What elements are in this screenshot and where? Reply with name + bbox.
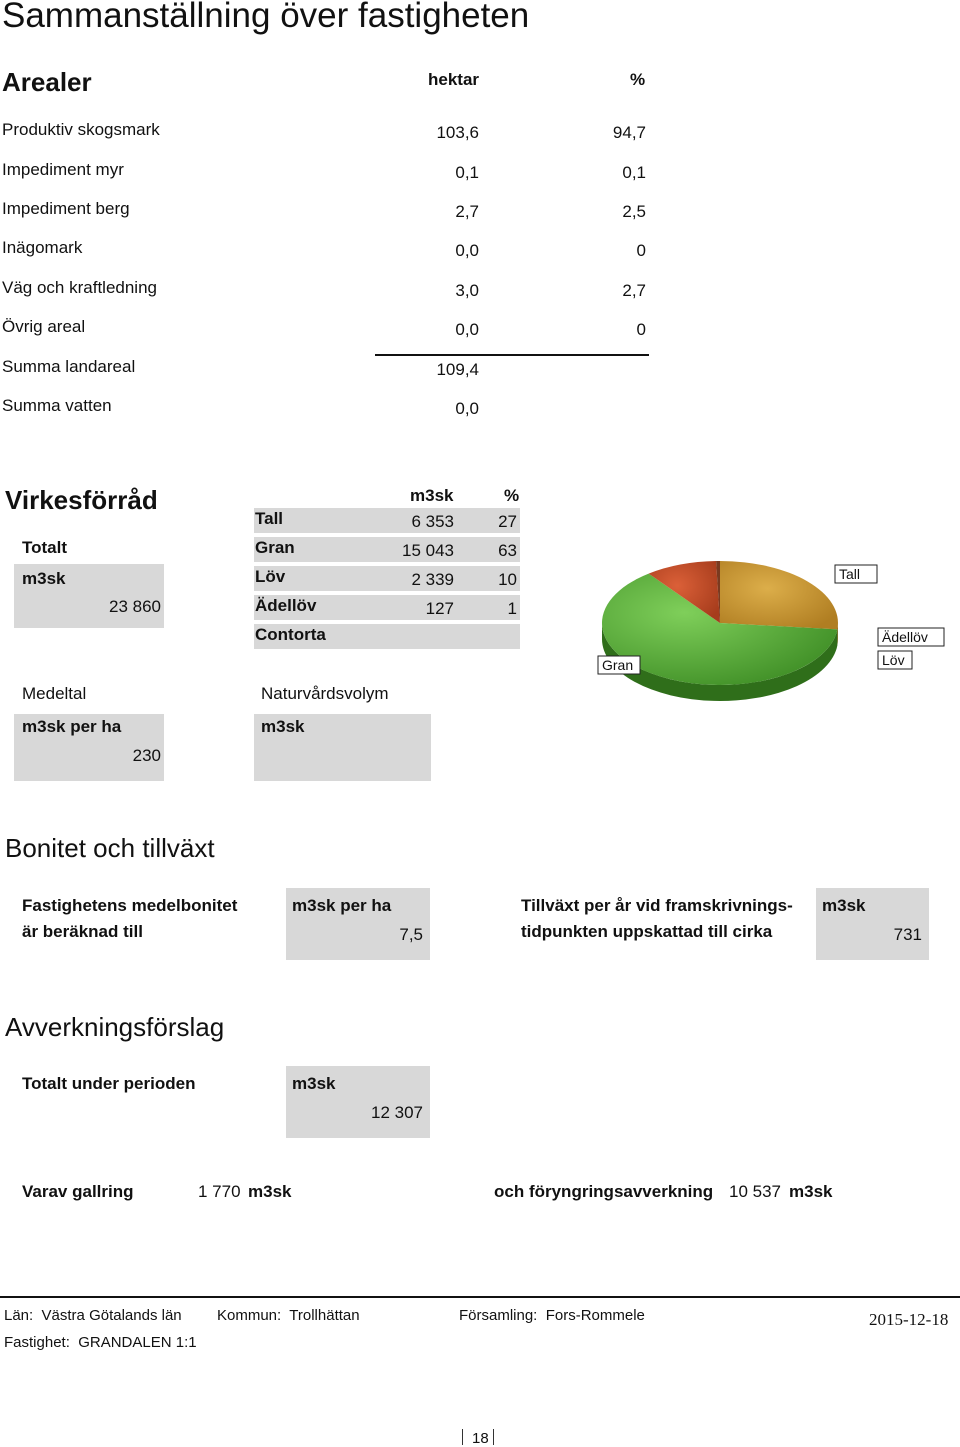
- footer-lan-label: Län:: [4, 1307, 34, 1324]
- svg-text:Gran: Gran: [602, 657, 634, 673]
- tillvaxt-unit: m3sk: [822, 896, 866, 915]
- foryngring-label: och föryngringsavverkning: [494, 1182, 714, 1201]
- medeltal-value: 230: [132, 746, 161, 765]
- arealer-row-label: Impediment myr: [2, 160, 124, 179]
- species-name: Gran: [255, 538, 295, 557]
- arealer-row-label: Väg och kraftledning: [2, 278, 157, 297]
- bonitet-heading: Bonitet och tillväxt: [5, 833, 215, 863]
- footer-kommun: [217, 1307, 360, 1324]
- medeltal-unit: m3sk per ha: [22, 717, 122, 736]
- species-m3sk: 127: [425, 599, 454, 618]
- avverkning-totalt-value: 12 307: [371, 1103, 423, 1122]
- medelbonitet-value: 7,5: [399, 925, 423, 944]
- species-pct: 1: [507, 599, 517, 618]
- page-number: 18: [472, 1430, 489, 1447]
- totalt-unit: m3sk: [22, 569, 66, 588]
- pie-slice-tall: [720, 561, 838, 629]
- naturvard-label: Naturvårdsvolym: [261, 684, 389, 703]
- page-title: Sammanställning över fastigheten: [2, 0, 530, 35]
- medeltal-label: Medeltal: [22, 684, 87, 703]
- arealer-row-hektar: 0,1: [455, 163, 479, 182]
- svg-text:Löv: Löv: [882, 652, 905, 668]
- gallring-value: 1 770: [198, 1182, 241, 1201]
- summa-vatten-label: Summa vatten: [2, 396, 112, 415]
- species-name: Tall: [255, 509, 284, 528]
- medelbonitet-unit: m3sk per ha: [292, 896, 392, 915]
- tillvaxt-line2: tidpunkten uppskattad till cirka: [521, 922, 773, 941]
- arealer-row-label: Övrig areal: [2, 317, 86, 336]
- avverkning-totalt-unit: m3sk: [292, 1074, 336, 1093]
- species-pct: 27: [498, 512, 517, 531]
- summa-vatten-value: 0,0: [455, 399, 479, 418]
- arealer-row-hektar: 103,6: [436, 123, 479, 142]
- page-number-left-bar: [462, 1429, 463, 1445]
- arealer-row-label: Inägomark: [2, 238, 83, 257]
- virkesforrad-heading: Virkesförråd: [5, 485, 158, 515]
- medelbonitet-line2: är beräknad till: [22, 922, 143, 941]
- species-m3sk: 15 043: [402, 541, 454, 560]
- summa-landareal-value: 109,4: [436, 360, 479, 379]
- species-pie-chart: [590, 555, 960, 725]
- arealer-row-hektar: 3,0: [455, 281, 479, 300]
- footer-date: 2015-12-18: [869, 1310, 949, 1329]
- foryngring-value: 10 537: [729, 1182, 781, 1201]
- footer-forsamling-label: Församling:: [459, 1307, 538, 1324]
- footer-kommun-label: Kommun:: [217, 1307, 282, 1324]
- species-col-m3sk: m3sk: [410, 486, 454, 505]
- gallring-label: Varav gallring: [22, 1182, 134, 1201]
- tillvaxt-line1: Tillväxt per år vid framskrivnings-: [521, 896, 793, 915]
- arealer-row-pct: 0: [636, 320, 646, 339]
- species-name: Löv: [255, 567, 286, 586]
- gallring-unit: m3sk: [248, 1182, 292, 1201]
- avverkning-totalt-label: Totalt under perioden: [22, 1074, 196, 1093]
- arealer-row-label: Produktiv skogsmark: [2, 120, 160, 139]
- foryngring-unit: m3sk: [789, 1182, 833, 1201]
- species-name: Contorta: [255, 625, 326, 644]
- footer-forsamling-value: Fors-Rommele: [545, 1307, 645, 1324]
- page-number-right-bar: [493, 1429, 494, 1445]
- species-col-pct: %: [504, 486, 520, 505]
- summa-landareal-label: Summa landareal: [2, 357, 136, 376]
- arealer-col-hektar: hektar: [428, 70, 480, 89]
- species-pct: 10: [498, 570, 517, 589]
- naturvard-unit: m3sk: [261, 717, 305, 736]
- totalt-value: 23 860: [109, 597, 161, 616]
- arealer-row-hektar: 2,7: [455, 202, 479, 221]
- arealer-row-pct: 0,1: [622, 163, 646, 182]
- arealer-row-pct: 94,7: [612, 123, 646, 142]
- pie-label-ädellöv: [878, 628, 944, 646]
- footer-fastighet-label: Fastighet:: [4, 1334, 70, 1351]
- tillvaxt-value: 731: [893, 925, 922, 944]
- totalt-label: Totalt: [22, 538, 68, 557]
- medelbonitet-line1: Fastighetens medelbonitet: [22, 896, 238, 915]
- avverkning-heading: Avverkningsförslag: [5, 1012, 225, 1042]
- arealer-heading: Arealer: [2, 67, 92, 97]
- arealer-row-hektar: 0,0: [455, 320, 479, 339]
- species-m3sk: 2 339: [411, 570, 454, 589]
- arealer-row-label: Impediment berg: [2, 199, 130, 218]
- footer-divider: [0, 1296, 960, 1298]
- footer-forsamling: [459, 1307, 645, 1324]
- sum-divider: [375, 354, 649, 356]
- species-m3sk: 6 353: [411, 512, 454, 531]
- footer-fastighet: [4, 1334, 197, 1351]
- svg-text:Tall: Tall: [839, 566, 861, 582]
- species-pct: 63: [498, 541, 517, 560]
- footer-lan-value: Västra Götalands län: [41, 1307, 182, 1324]
- arealer-row-pct: 2,5: [622, 202, 646, 221]
- arealer-row-pct: 2,7: [622, 281, 646, 300]
- pie-label-tall: [835, 565, 877, 583]
- arealer-row-hektar: 0,0: [455, 241, 479, 260]
- pie-label-löv: [878, 651, 912, 669]
- footer-kommun-value: Trollhättan: [289, 1307, 360, 1324]
- footer-fastighet-value: GRANDALEN 1:1: [78, 1334, 197, 1351]
- species-name: Ädellöv: [255, 596, 317, 615]
- footer-lan: [4, 1307, 182, 1324]
- pie-label-gran: [598, 656, 640, 674]
- svg-text:Ädellöv: Ädellöv: [882, 629, 928, 645]
- arealer-col-pct: %: [630, 70, 646, 89]
- arealer-row-pct: 0: [636, 241, 646, 260]
